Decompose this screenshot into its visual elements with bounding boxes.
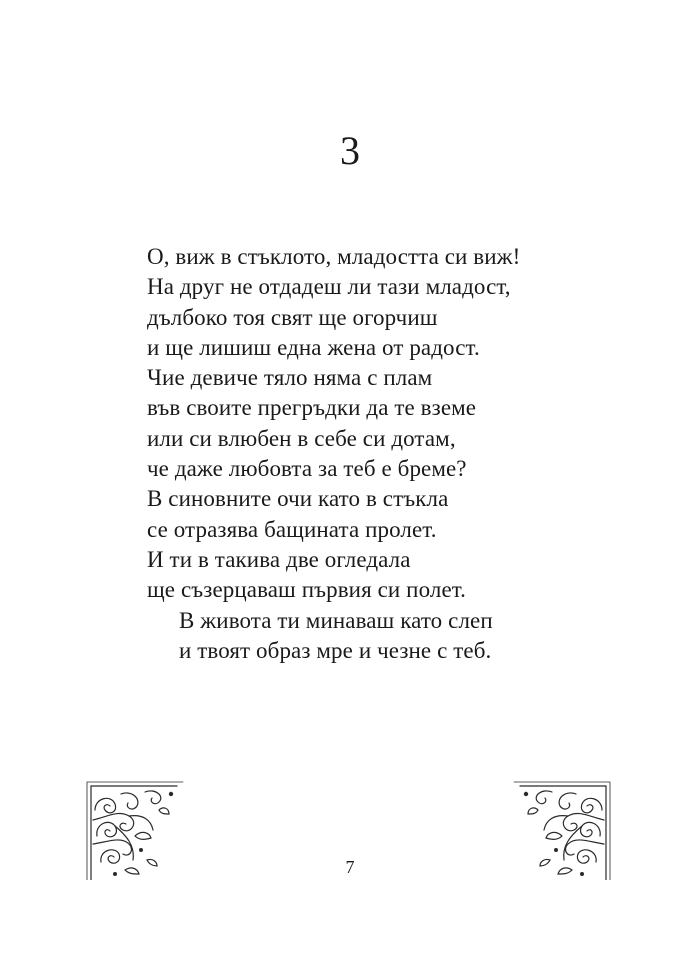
couplet-line: и твоят образ мре и чезне с теб. [179,637,492,663]
poem-number: 3 [340,128,360,173]
page-number: 7 [345,857,355,877]
poem-line: О, виж в стъклото, младостта си виж! [147,244,521,269]
poem-line: ще съзерцаваш първия си полет. [147,577,467,603]
corner-flourish-icon [512,780,612,880]
poem-line: че даже любовта за теб е бреме? [147,456,467,482]
poem-line: се отразява бащината пролет. [147,516,437,542]
poem-text [147,242,567,666]
couplet-line: В живота ти минаваш като слеп [179,607,493,633]
poem-line: На друг не отдадеш ли тази младост, [147,274,511,300]
poem-line: и ще лишиш една жена от радост. [147,334,480,360]
poem-line: във своите прегръдки да те вземе [147,395,477,421]
poem-line: или си влюбен в себе си дотам, [147,425,456,451]
poem-line: И ти в такива две огледала [147,546,411,572]
poem-line: дълбоко тоя свят ще огорчиш [147,304,438,330]
poem-line: В синовните очи като в стъкла [147,486,449,512]
poem-line: Чие девиче тяло няма с плам [147,365,433,391]
